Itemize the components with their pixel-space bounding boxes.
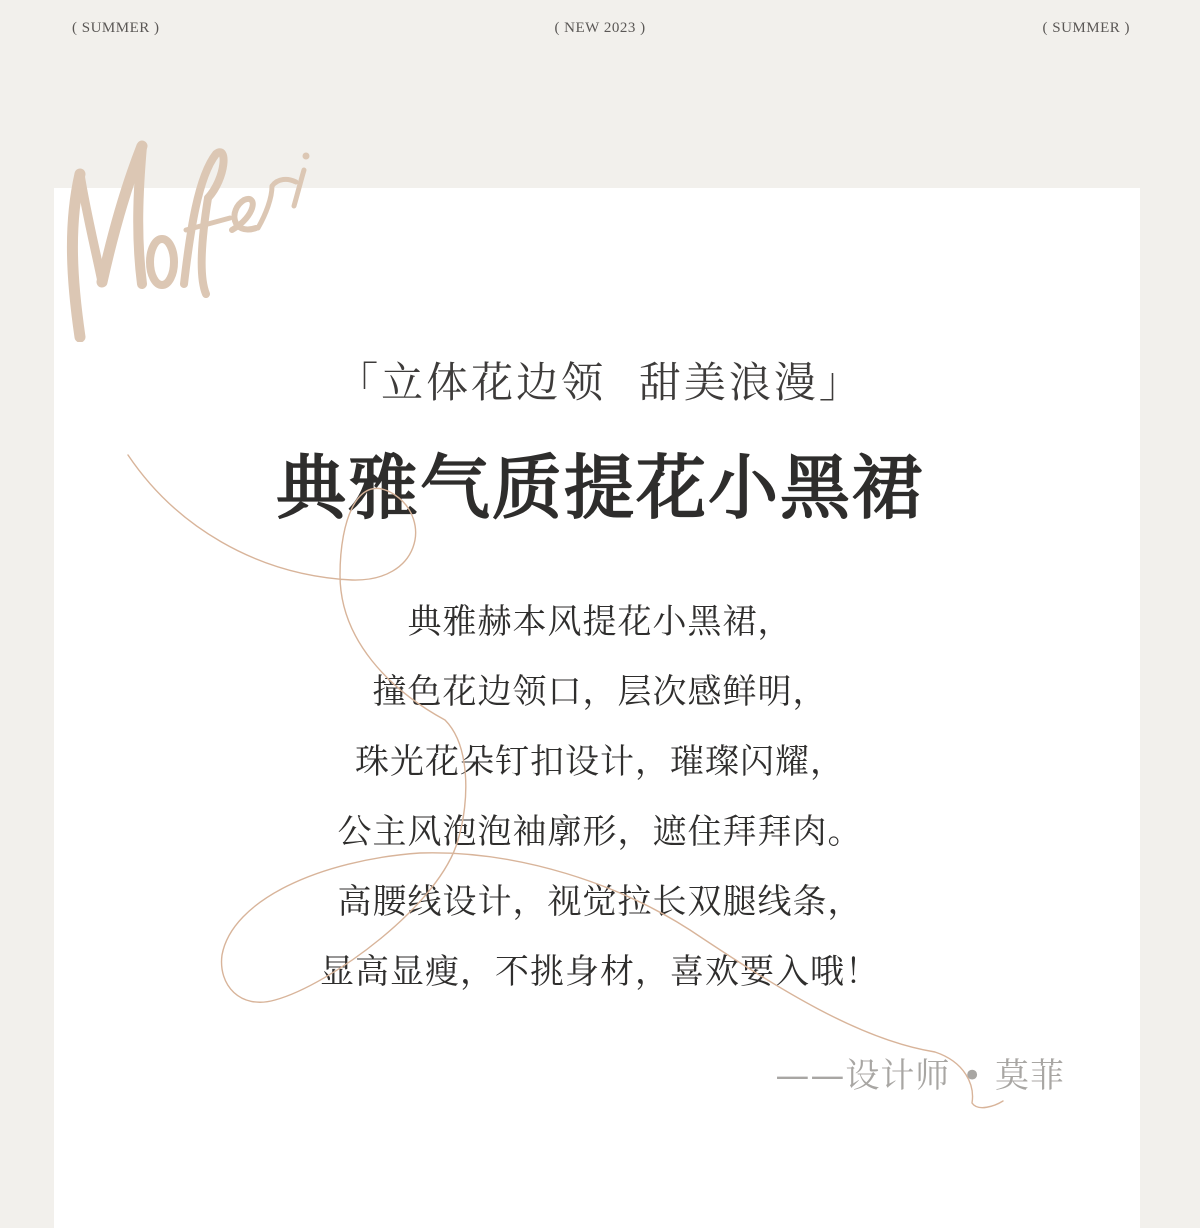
subtitle: 「立体花边领 甜美浪漫」 bbox=[336, 358, 864, 407]
mofei-script-logo bbox=[58, 132, 318, 342]
description-line: 公主风泡泡袖廓形，遮住拜拜肉。 bbox=[337, 812, 863, 852]
description-line: 显高显瘦，不挑身材，喜欢要入哦！ bbox=[320, 952, 880, 992]
description-line: 撞色花边领口，层次感鲜明， bbox=[372, 672, 828, 712]
designer-signature: ——设计师 • 莫菲 bbox=[775, 1056, 1065, 1096]
description-list bbox=[0, 596, 1200, 1016]
header-label-left: ( SUMMER ) bbox=[72, 20, 160, 36]
description-line: 典雅赫本风提花小黑裙， bbox=[407, 602, 793, 642]
description-line: 珠光花朵钉扣设计，璀璨闪耀， bbox=[355, 742, 845, 782]
description-line: 高腰线设计，视觉拉长双腿线条， bbox=[337, 882, 863, 922]
page-title: 典雅气质提花小黑裙 bbox=[276, 447, 924, 529]
header-label-center: ( NEW 2023 ) bbox=[554, 20, 646, 36]
header-label-right: ( SUMMER ) bbox=[1042, 20, 1130, 36]
